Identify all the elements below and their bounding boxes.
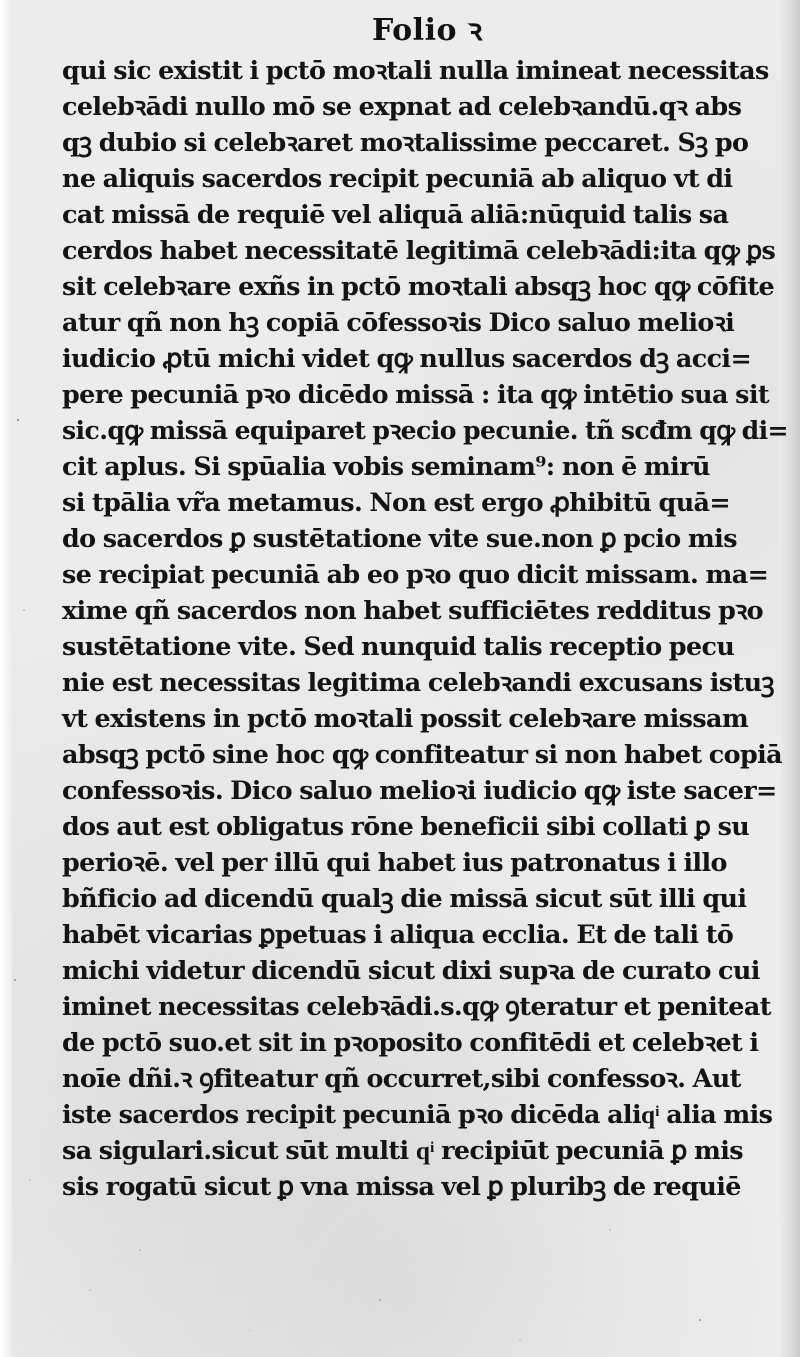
text-line: nie est necessitas legitima celebꝛandi excusans istuꝫ: [62, 667, 774, 697]
text-line: celebꝛādi nullo mō se expnat ad celebꝛandū.qꝛ abs: [62, 91, 742, 121]
text-line: do sacerdos ꝑ sustētatione vite sue.non ꝑ pcio mis: [62, 523, 737, 553]
text-line: iminet necessitas celebꝛādi.s.qꝙ ꝯteratur et peniteat: [62, 991, 771, 1021]
text-line: xime qñ sacerdos non habet sufficiētes redditus pꝛo: [62, 595, 763, 625]
text-line: sis rogatū sicut ꝑ vna missa vel ꝑ pluribꝫ de requiē: [62, 1171, 741, 1201]
text-line: cerdos habet necessitatē legitimā celebꝛādi:ita qꝙ ꝑs: [62, 235, 776, 265]
text-line: atur qñ non hꝫ copiā cōfessoꝛis Dico saluo melioꝛi: [62, 307, 735, 337]
text-line: habēt vicarias ꝑpetuas i aliqua ecclia. Et de tali tō: [62, 919, 734, 949]
text-line: sit celebꝛare exñs in pctō moꝛtali absqꝫ hoc qꝙ cōfite: [62, 271, 775, 301]
text-line: de pctō suo.et sit in pꝛoposito confitēdi et celebꝛet i: [62, 1027, 759, 1057]
text-line: sic.qꝙ missā equiparet pꝛecio pecunie. tñ scđm qꝙ di=: [62, 415, 788, 445]
text-line: michi videtur dicendū sicut dixi supꝛa de curato cui: [62, 955, 760, 985]
text-line: bñficio ad dicendū qualꝫ die missā sicut sūt illi qui: [62, 883, 747, 913]
page-left-margin: [0, 0, 12, 1357]
text-line: perioꝛē. vel per illū qui habet ius patronatus i illo: [62, 847, 727, 877]
text-line: vt existens in pctō moꝛtali possit celebꝛare missam: [62, 703, 749, 733]
text-line: sustētatione vite. Sed nunquid talis receptio pecu: [62, 631, 735, 661]
text-line: dos aut est obligatus rōne beneficii sibi collati ꝑ su: [62, 811, 750, 841]
text-line: qui sic existit i pctō moꝛtali nulla imineat necessitas: [62, 55, 769, 85]
text-line: iste sacerdos recipit pecuniā pꝛo dicēda aliqͥ alia mis: [62, 1099, 773, 1129]
blackletter-text-block: [62, 52, 788, 1204]
text-line: ne aliquis sacerdos recipit pecuniā ab aliquo vt di: [62, 163, 733, 193]
text-line: qꝫ dubio si celebꝛaret moꝛtalissime peccaret. Sꝫ po: [62, 127, 749, 157]
text-line: noīe dñi.ꝛ ꝯfiteatur qñ occurret,sibi confessoꝛ. Aut: [62, 1063, 741, 1093]
text-line: sa sigulari.sicut sūt multi qͥ recipiūt pecuniā ꝑ mis: [62, 1135, 743, 1165]
text-line: se recipiat pecuniā ab eo pꝛo quo dicit missam. ma=: [62, 559, 769, 589]
text-line: iudicio ꝓtū michi videt qꝙ nullus sacerdos dꝫ acci=: [62, 343, 752, 373]
text-line: confessoꝛis. Dico saluo melioꝛi iudicio qꝙ iste sacer=: [62, 775, 777, 805]
text-line: absqꝫ pctō sine hoc qꝙ confiteatur si non habet copiā: [62, 739, 783, 769]
text-line: si tpālia vr̃a metamus. Non est ergo ꝓhibitū quā=: [62, 487, 731, 517]
text-line: cit aplus. Si spūalia vobis seminam⁹: non ē mirū: [62, 451, 710, 481]
text-line: cat missā de requiē vel aliquā aliā:nūquid talis sa: [62, 199, 729, 229]
text-line: pere pecuniā pꝛo dicēdo missā : ita qꝙ intētio sua sit: [62, 379, 769, 409]
folio-header: Folio ꝛ: [372, 13, 483, 48]
